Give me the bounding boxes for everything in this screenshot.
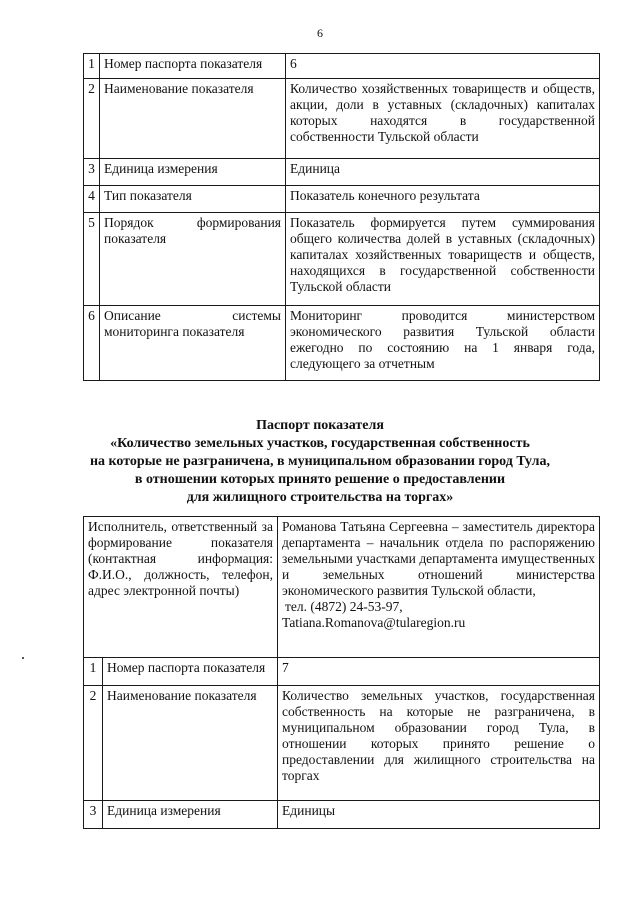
row-value: Показатель конечного результата (286, 186, 600, 213)
row-number: 3 (84, 159, 100, 186)
margin-mark (22, 657, 24, 659)
row-number: 1 (84, 54, 100, 79)
row-label: Наименование показателя (103, 686, 278, 801)
row-number: 2 (84, 686, 103, 801)
row-value: 7 (278, 658, 600, 686)
passport-heading (0, 417, 640, 507)
row-value: Мониторинг проводится министерством экономического развития Тульской области ежегодно по состоянию на 1 января года, следующего за отчетным (286, 306, 600, 381)
row-number: 4 (84, 186, 100, 213)
table-row (84, 159, 600, 186)
table-row (84, 79, 600, 159)
heading-line: Паспорт показателя (256, 418, 384, 433)
indicator-passport-table-7 (83, 516, 600, 829)
executor-phone: тел. (4872) 24-53-97, (285, 598, 403, 614)
table-row (84, 54, 600, 79)
row-label: Наименование показателя (100, 79, 286, 159)
executor-label: Исполнитель, ответственный за формирование показателя (контактная информация: Ф.И.О., должность, телефон, адрес электронной почты) (84, 517, 278, 658)
heading-line: на которые не разграничена, в муниципальном образовании город Тула, (89, 454, 551, 469)
row-label: Номер паспорта показателя (103, 658, 278, 686)
page-number: 6 (317, 26, 323, 40)
row-value: Единица (286, 159, 600, 186)
row-value: Показатель формируется путем суммирования общего количества долей в уставных (складочных) капиталах хозяйственных товариществ и обществ, находящихся в государственной собственности Тульской области (286, 213, 600, 306)
executor-name: Романова Татьяна Сергеевна – заместитель директора департамента – начальник отдела по распоряжению земельными участками департамента имущественных и земельных отношений министерства экономического развития Тульской области, (282, 519, 596, 598)
table-row (84, 801, 600, 829)
table-row (84, 306, 600, 381)
executor-email: Tatiana.Romanova@tularegion.ru (282, 614, 466, 630)
row-value: 6 (286, 54, 600, 79)
row-number: 3 (84, 801, 103, 829)
table-row (84, 186, 600, 213)
row-number: 1 (84, 658, 103, 686)
executor-row (84, 517, 600, 658)
row-label: Номер паспорта показателя (100, 54, 286, 79)
heading-line: в отношении которых принято решение о предоставлении (134, 472, 506, 487)
heading-line: для жилищного строительства на торгах» (186, 490, 454, 505)
row-label: Единица измерения (103, 801, 278, 829)
row-label: Единица измерения (100, 159, 286, 186)
row-label: Порядок формирования показателя (100, 213, 286, 306)
row-number: 5 (84, 213, 100, 306)
heading-line: «Количество земельных участков, государственная собственность (110, 436, 530, 451)
table-row (84, 686, 600, 801)
row-number: 6 (84, 306, 100, 381)
table-row (84, 658, 600, 686)
indicator-passport-table-6 (83, 53, 600, 381)
row-number: 2 (84, 79, 100, 159)
table-row (84, 213, 600, 306)
row-label: Описание системы мониторинга показателя (100, 306, 286, 381)
row-label: Тип показателя (100, 186, 286, 213)
row-value: Единицы (278, 801, 600, 829)
row-value: Количество земельных участков, государственная собственность на которые не разграничена, в муниципальном образовании город Тула, в отношении которых принято решение о предоставлении для жилищного строительства на торгах (278, 686, 600, 801)
row-value: Количество хозяйственных товариществ и обществ, акции, доли в уставных (складочных) капиталах которых находятся в государственной собственности Тульской области (286, 79, 600, 159)
executor-value (278, 517, 600, 658)
